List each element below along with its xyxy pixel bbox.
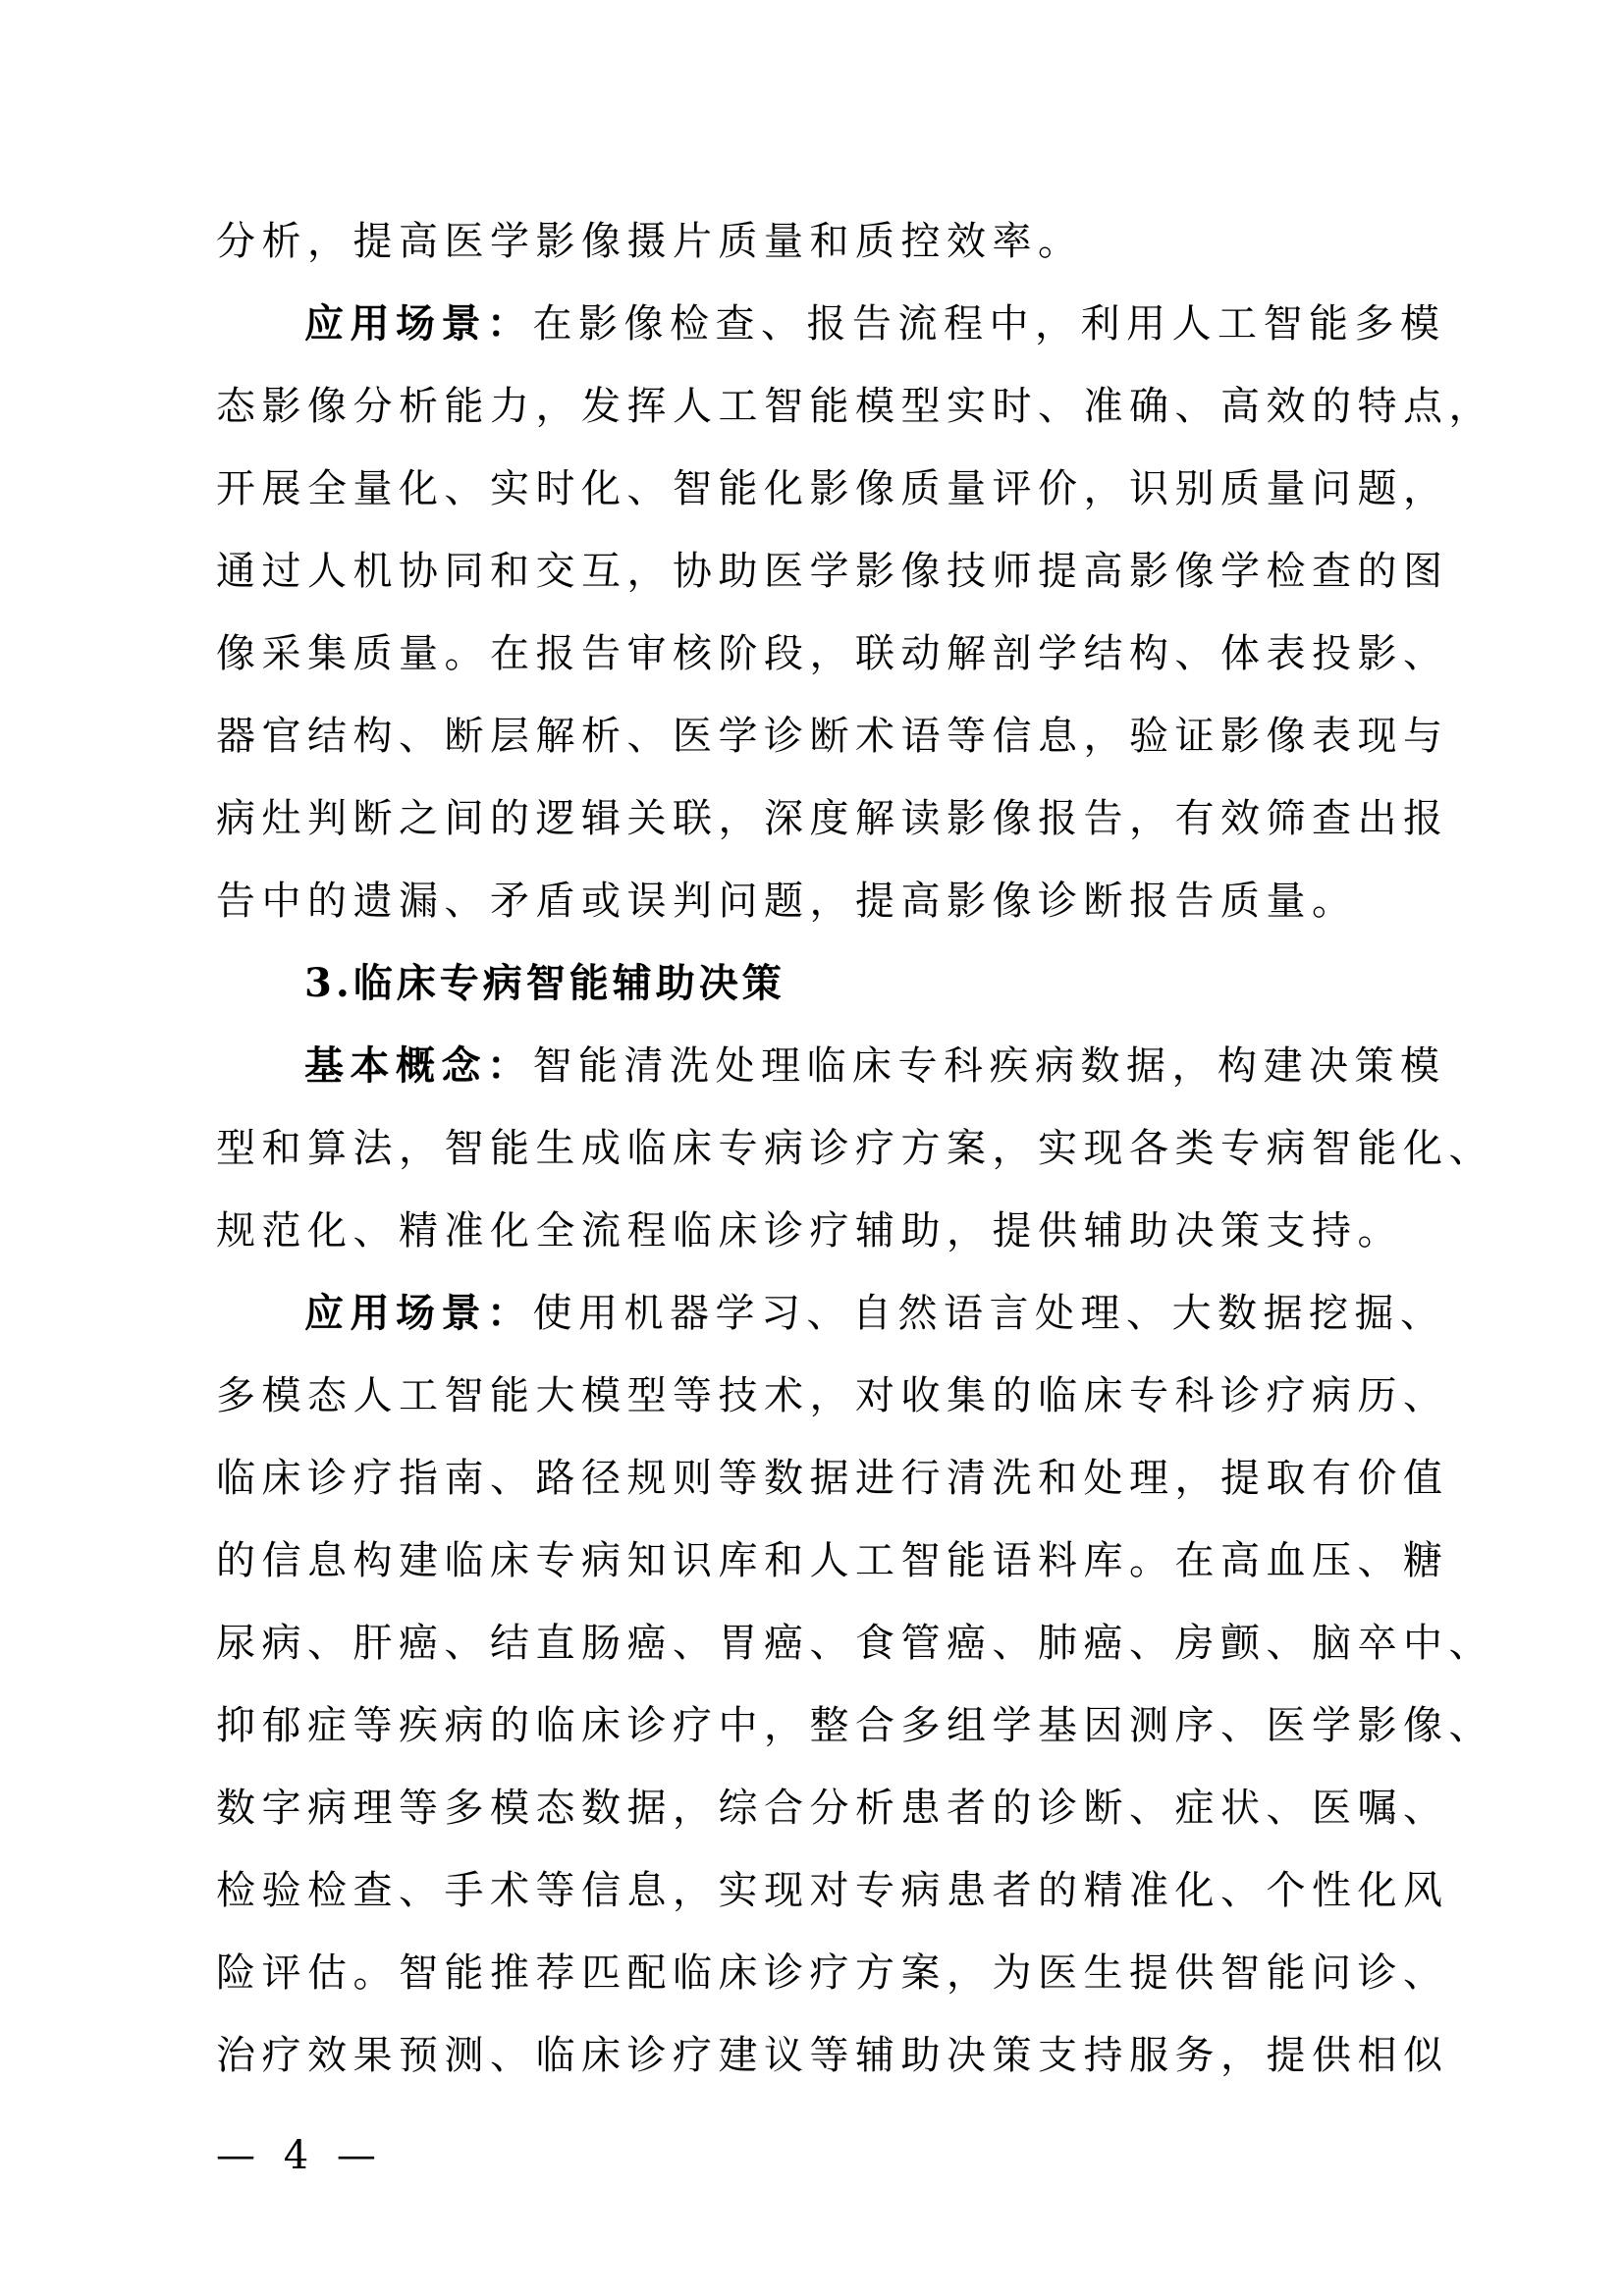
paragraph-line: 抑郁症等疾病的临床诊疗中，整合多组学基因测序、医学影像、 xyxy=(216,1703,1494,1748)
paragraph-line: 治疗效果预测、临床诊疗建议等辅助决策支持服务，提供相似 xyxy=(216,2033,1449,2078)
section-heading: 3.临床专病智能辅助决策 xyxy=(304,960,785,1006)
paragraph-line: 告中的遗漏、矛盾或误判问题，提高影像诊断报告质量。 xyxy=(216,879,1358,924)
paragraph-line: 态影像分析能力，发挥人工智能模型实时、准确、高效的特点， xyxy=(216,384,1494,429)
paragraph-line: 通过人机协同和交互，协助医学影像技师提高影像学检查的图 xyxy=(216,549,1449,594)
paragraph-line: 临床诊疗指南、路径规则等数据进行清洗和处理，提取有价值 xyxy=(216,1456,1449,1501)
paragraph-line xyxy=(304,1286,1446,1341)
paragraph-line: 分析，提高医学影像摄片质量和质控效率。 xyxy=(216,219,1084,264)
paragraph-line: 型和算法，智能生成临床专病诊疗方案，实现各类专病智能化、 xyxy=(216,1126,1494,1171)
paragraph-line: 多模态人工智能大模型等技术，对收集的临床专科诊疗病历、 xyxy=(216,1373,1449,1418)
paragraph-line: 检验检查、手术等信息，实现对专病患者的精准化、个性化风 xyxy=(216,1868,1449,1913)
paragraph-line: 的信息构建临床专病知识库和人工智能语料库。在高血压、糖 xyxy=(216,1538,1449,1583)
section-label: 应用场景： xyxy=(304,300,533,347)
paragraph-line: 病灶判断之间的逻辑关联，深度解读影像报告，有效筛查出报 xyxy=(216,796,1449,841)
paragraph-line: 开展全量化、实时化、智能化影像质量评价，识别质量问题， xyxy=(216,466,1449,511)
page-number: — 4 — xyxy=(216,2133,384,2178)
paragraph-text: 使用机器学习、自然语言处理、大数据挖掘、 xyxy=(532,1291,1446,1336)
paragraph-line: 险评估。智能推荐匹配临床诊疗方案，为医生提供智能问诊、 xyxy=(216,1950,1449,1996)
section-label: 应用场景： xyxy=(304,1290,533,1336)
paragraph-text: 智能清洗处理临床专科疾病数据，构建决策模 xyxy=(532,1043,1446,1089)
paragraph-line xyxy=(304,296,1446,351)
paragraph-line: 规范化、精准化全流程临床诊疗辅助，提供辅助决策支持。 xyxy=(216,1208,1403,1254)
section-label: 基本概念： xyxy=(304,1042,533,1089)
paragraph-line: 器官结构、断层解析、医学诊断术语等信息，验证影像表现与 xyxy=(216,714,1449,759)
paragraph-line xyxy=(304,1039,1446,1094)
paragraph-line: 数字病理等多模态数据，综合分析患者的诊断、症状、医嘱、 xyxy=(216,1786,1449,1831)
paragraph-line: 像采集质量。在报告审核阶段，联动解剖学结构、体表投影、 xyxy=(216,631,1449,676)
paragraph-line: 尿病、肝癌、结直肠癌、胃癌、食管癌、肺癌、房颤、脑卒中、 xyxy=(216,1621,1494,1666)
paragraph-text: 在影像检查、报告流程中，利用人工智能多模 xyxy=(532,301,1446,347)
